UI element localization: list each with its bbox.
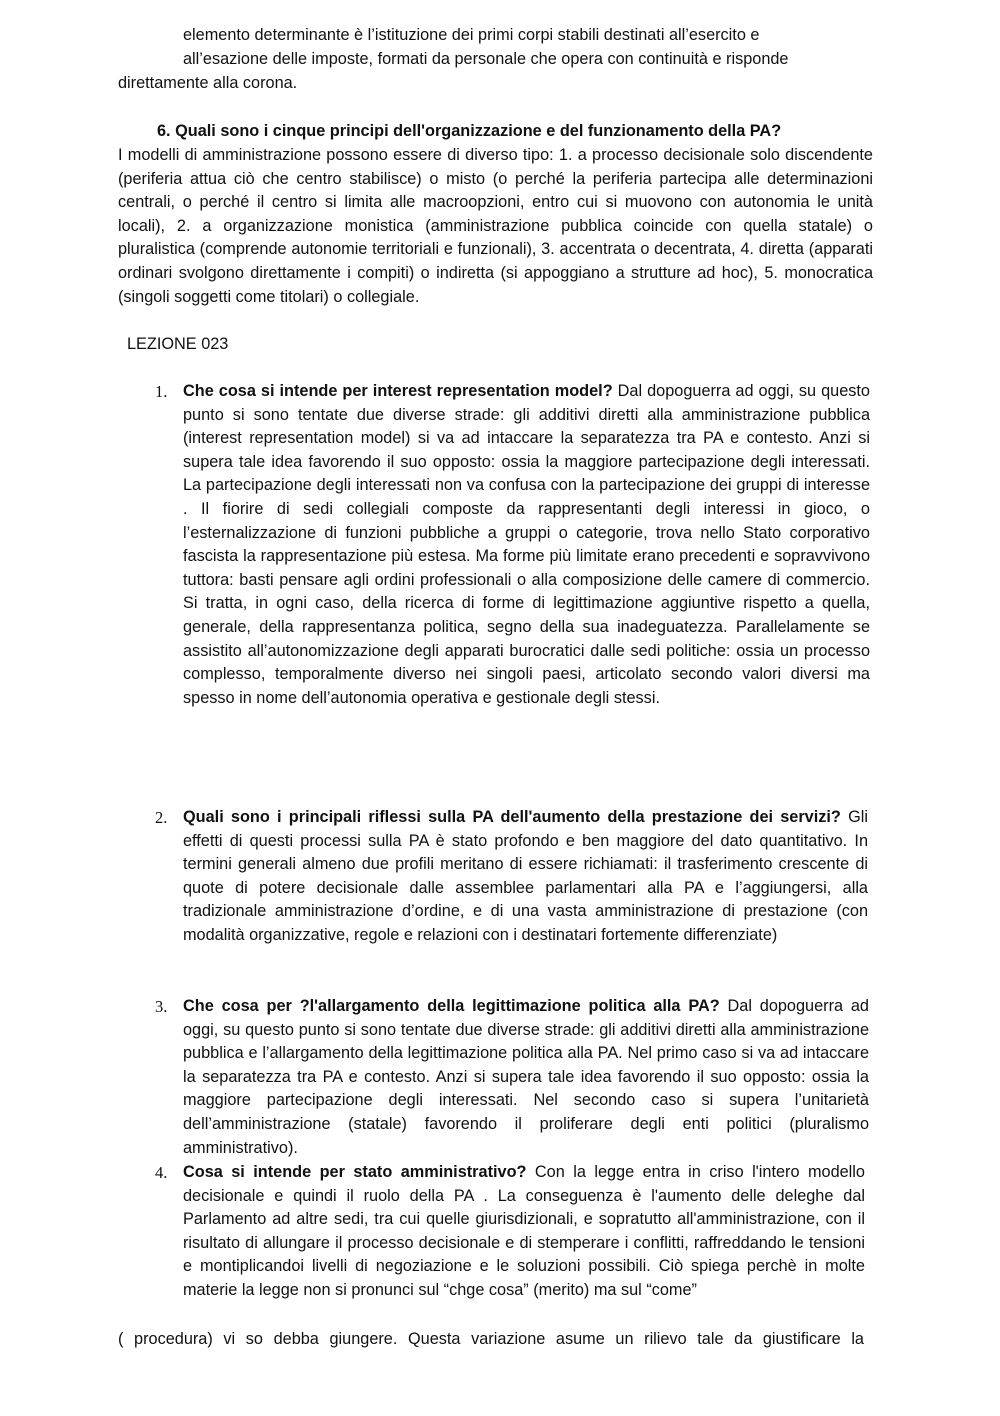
item-1-number: 1.: [155, 382, 168, 401]
question-6-heading: 6. Quali sono i cinque principi dell'organizzazione e del funzionamento della PA?: [157, 122, 782, 140]
item-2-question: Quali sono i principali riflessi sulla PA dell'aumento della prestazione dei servizi?: [183, 808, 841, 826]
item-3-answer: Dal dopoguerra ad oggi, su questo punto si sono tentate due diverse strade: gli additivi diretti alla amministrazione pubblica e l’allargamento della legittimazione politica alla PA. Nel primo caso si va ad intaccare la separatezza tra PA e contesto. Anzi si supera tale idea favorendo il suo opposto: ossia la maggiore partecipazione degli interessati. Nel secondo caso si supera l’unitarietà dell’amministrazione (statale) favorendo il proliferare degli enti politici (pluralismo amministrativo).: [183, 997, 869, 1157]
item-1-answer: Dal dopoguerra ad oggi, su questo punto si sono tentate due diverse strade: gli additivi diretti alla amministrazione pubblica (interest representation model) si va ad intaccare la separatezza tra PA e contesto. Anzi si supera tale idea favorendo il suo opposto: ossia la maggiore partecipazione degli interessati. La partecipazione degli interessati non va confusa con la partecipazione dei gruppi di interesse . Il fiorire di sedi collegiali composte da rappresentanti degli interessi in gioco, o l’esternalizzazione di funzioni pubbliche a gruppi o categorie, trova nello Stato corporativo fascista la rappresentazione più estesa. Ma forme più limitate erano precedenti e sopravvivono tuttora: basti pensare agli ordini professionali o alla composizione delle camere di commercio. Si tratta, in ogni caso, della ricerca di forme di legittimazione aggiuntive rispetto a quella, generale, della rappresentanza politica, segno della sua inadeguatezza. Parallelamente se assistito all’autonomizzazione degli apparati burocratici dalle sedi politiche: ossia un processo complesso, temporalmente diverso nei singoli paesi, articolato secondo valori diversi ma spesso in nome dell’autonomia operativa e gestionale degli stessi.: [183, 382, 870, 707]
trailing-line: ( procedura) vi so debba giungere. Questa variazione asume un rilievo tale da giustificare la: [118, 1330, 864, 1348]
lesson-heading: LEZIONE 023: [127, 335, 229, 353]
intro-line-3: direttamente alla corona.: [118, 74, 298, 92]
intro-line-2: all’esazione delle imposte, formati da personale che opera con continuità e risponde: [183, 50, 789, 68]
item-3-question: Che cosa per ?l'allargamento della legittimazione politica alla PA?: [183, 997, 720, 1015]
item-4: [183, 1161, 865, 1303]
item-3-number: 3.: [155, 997, 168, 1016]
item-2-answer: Gli effetti di questi processi sulla PA è stato profondo e ben maggiore del dato quantitativo. In termini generali almeno due profili meritano di essere richiamati: il trasferimento crescente di quote di potere decisionale dalle assemblee parlamentari alla PA e l’aggiungersi, alla tradizionale amministrazione d’ordine, e di una vasta amministrazione di prestazione (con modalità organizzative, regole e relazioni con i destinatari fortemente differenziate): [183, 808, 868, 944]
intro-line-1: elemento determinante è l’istituzione dei primi corpi stabili destinati all’esercito e: [183, 26, 760, 44]
item-2: [183, 806, 868, 948]
item-3: [183, 995, 869, 1160]
item-1: [183, 380, 870, 710]
item-2-number: 2.: [155, 808, 168, 827]
item-4-question: Cosa si intende per stato amministrativo?: [183, 1163, 527, 1181]
item-4-answer: Con la legge entra in criso l'intero modello decisionale e quindi il ruolo della PA . La conseguenza è l'aumento delle deleghe dal Parlamento ad altre sedi, tra cui quelle giurisdizionali, e sopratutto all'amministrazione, con il risultato di allungare il processo decisionale e di stemperare i conflitti, raffreddando le tensioni e montiplicandoi livelli di negoziazione e le soluzioni possibili. Ciò spiega perchè in molte materie la legge non si pronunci sul “chge cosa” (merito) ma sul “come”: [183, 1163, 865, 1299]
question-6-answer: I modelli di amministrazione possono essere di diverso tipo: 1. a processo decisionale solo discendente (periferia attua ciò che centro stabilisce) o misto (o perché la periferia partecipa alle determinazioni centrali, o perché il centro si limita alle macroopzioni, entro cui si muovono con autonomia le unità locali), 2. a organizzazione monistica (amministrazione pubblica coincide con quella statale) o pluralistica (comprende autonomie territoriali e funzionali), 3. accentrata o decentrata, 4. diretta (apparati ordinari svolgono direttamente i compiti) o indiretta (si appoggiano a strutture ad hoc), 5. monocratica (singoli soggetti come titolari) o collegiale.: [118, 146, 873, 306]
item-1-question: Che cosa si intende per interest representation model?: [183, 382, 613, 400]
item-4-number: 4.: [155, 1163, 168, 1182]
